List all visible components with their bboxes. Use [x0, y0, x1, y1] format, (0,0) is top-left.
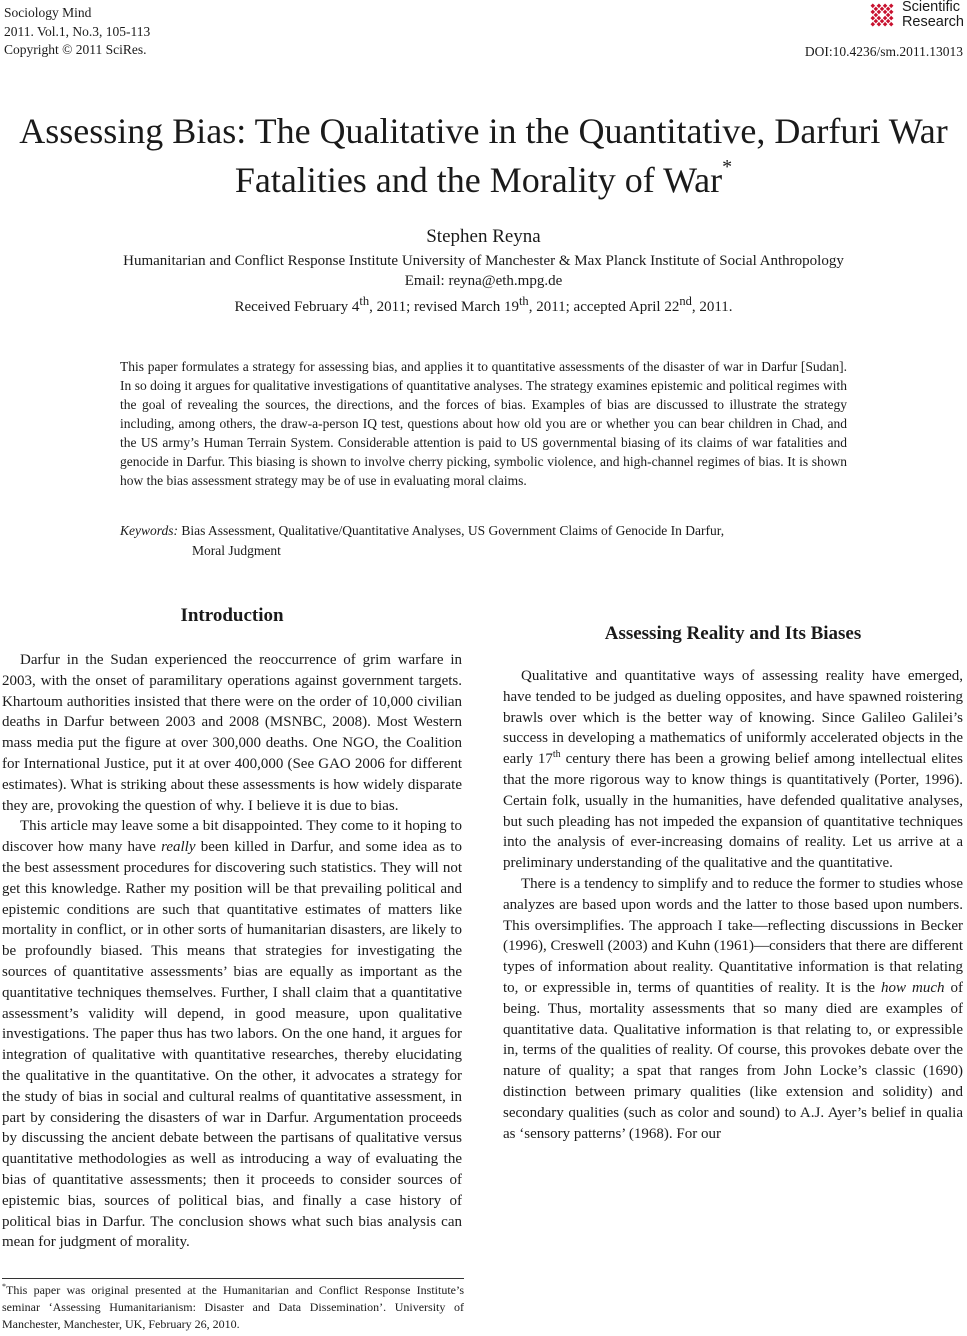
- keywords-line-1: Bias Assessment, Qualitative/Quantitative Analyses, US Government Claims of Genocide In Darfur,: [181, 523, 725, 538]
- logo-dot: [883, 4, 888, 9]
- logo-dot: [877, 10, 882, 15]
- abstract: This paper formulates a strategy for assessing bias, and applies it to quantitative assessments of the disaster of war in Darfur [Sudan]. In so doing it argues for qualitative investigations of quantitative analyses. The strategy examines epistemic and political regimes with the goal of revealing the sources, the directions, and the forces of bias. Examples of bias are discussed to illustrate the strategy including, among others, the draw-a-person IQ test, questions about how old you are or whether you can bear children in Chad, and the US army’s Human Terrain System. Considerable attention is paid to US governmental biasing of its claims of war fatalities and genocide in Darfur. This biasing is shown to involve cherry picking, symbolic violence, and high-channel regimes of bias. It is shown how the bias assessment strategy may be of use in evaluating moral claims.: [120, 359, 847, 488]
- logo-dot: [889, 22, 894, 27]
- assess-paragraph-1: Qualitative and quantitative ways of assessing reality have emerged, have tended to be judged as dueling opposites, and have spawned roistering brawls over which is the better way of knowing. Since Galileo Galilei’s success in developing a mathematics of uniformly accelerated objects in the early 17th century there has been a growing belief among intellectual elites that the more rigorous way to know things is quantitatively (Porter, 1996). Certain folk, usually in the humanities, have defended qualitative analyses, but such pleading has not impeded the expansion of quantitative techniques into the analysis of ever-increasing domains of reality. Let us arrive at a preliminary understanding of the qualitative and the quantitative.: [503, 668, 964, 872]
- logo-dot: [870, 10, 875, 15]
- publisher-logo: [866, 0, 964, 30]
- logo-dot: [883, 10, 888, 15]
- logo-dot: [870, 4, 875, 9]
- logo-dot: [889, 16, 894, 21]
- author-block: [110, 251, 857, 317]
- logo-dot: [889, 10, 894, 15]
- journal-name: Sociology Mind: [4, 5, 92, 20]
- paper-title: [0, 110, 967, 201]
- footnote: [2, 1278, 464, 1333]
- title-footnote-mark: *: [722, 156, 733, 178]
- title-line-2: Fatalities and the Morality of War: [234, 160, 723, 200]
- logo-dot: [877, 16, 882, 21]
- copyright-line: Copyright © 2011 SciRes.: [4, 42, 147, 57]
- doi: DOI:10.4236/sm.2011.13013: [804, 44, 963, 59]
- footnote-text: This paper was original presented at the Humanitarian and Conflict Response Institute’s seminar ‘Assessing Humanitarianism: Disaster and Data Dissemination’. University of Manchester, Manchester, UK, February 26, 2010.: [2, 1283, 464, 1331]
- logo-dot: [870, 22, 875, 27]
- affiliation: Humanitarian and Conflict Response Institute University of Manchester & Max Planck Institute of Social Anthropology: [123, 253, 844, 269]
- intro-paragraph-2: This article may leave some a bit disappointed. They come to it hoping to discover how many have really been killed in Darfur, and some idea as to the best assessment procedures for discovering such statistics. They will not get this knowledge. Rather my position will be that prevailing political and epistemic conditions are such that quantitative estimates of matters like mortality in conflict, or in other sorts of humanitarian disasters, are likely to be profoundly biased. This means that strategies for investigating the sources of quantitative assessments’ bias are equally as important as the quantitative techniques themselves. Further, I shall claim that a quantitative assessment’s validity will depend, in good measure, upon qualitative investigations. The paper thus has two labors. On the one hand, it argues for integration of qualitative with quantitative researches, thereby elucidating the qualitative in the quantitative. On the other, it advocates a strategy for the study of bias in social and cultural realms of quantitative assessment, in part by considering the disasters of war in Darfur. Argumentation proceeds by discussing the ancient debate between the partisans of qualitative versus quantitative methodologies as well as introducing a way of evaluating the bias of quantitative assessments; then it proceeds to consider sources of epistemic bias, sources of political bias, and finally a case history of political bias in Darfur. The conclusion shows what such bias analysis can mean for judgment of morality.: [2, 818, 463, 1251]
- intro-paragraph-1: Darfur in the Sudan experienced the reoccurrence of grim warfare in 2003, with the onset of paramilitary operations against government targets. Khartoum authorities insisted that there were on the order of 10,000 civilian deaths in Darfur between 2003 and 2008 (MSNBC, 2008). Most Western mass media put the figure at over 300,000 deaths. One NGO, the Coalition for International Justice, put it at over 400,000 (See GAO 2006 for different estimates). What is striking about these assessments is how widely disparate they are, provoking the question of why. I believe it is due to bias.: [2, 652, 462, 814]
- author-name: Stephen Reyna: [426, 226, 541, 247]
- title-line-1: Assessing Bias: The Qualitative in the Quantitative, Darfuri War: [19, 111, 948, 151]
- logo-dot: [886, 13, 891, 18]
- publisher-name-line2: Research: [901, 14, 964, 30]
- keywords: [120, 521, 847, 561]
- logo-dot: [883, 16, 888, 21]
- logo-dot: [874, 19, 879, 24]
- section-heading-assessing-reality: Assessing Reality and Its Biases: [604, 623, 862, 644]
- keywords-line-2: Moral Judgment: [192, 543, 281, 558]
- left-column: [2, 600, 462, 1253]
- logo-dot: [880, 19, 885, 24]
- right-column: [503, 600, 963, 1144]
- logo-dot: [880, 7, 885, 12]
- received-dates: Received February 4th, 2011; revised March 19th, 2011; accepted April 22nd, 2011.: [234, 294, 733, 315]
- publisher-name-line1: Scientific: [901, 0, 960, 15]
- footnote-mark: *: [2, 1282, 6, 1291]
- logo-dot: [877, 22, 882, 27]
- keywords-label: Keywords:: [120, 523, 178, 538]
- running-header: [4, 4, 150, 60]
- logo-dot: [886, 19, 891, 24]
- section-heading-introduction: Introduction: [180, 605, 284, 626]
- logo-dot: [886, 7, 891, 12]
- logo-dot: [874, 7, 879, 12]
- logo-dot: [883, 22, 888, 27]
- logo-dot: [889, 4, 894, 9]
- scientific-research-logo-icon: [866, 0, 898, 30]
- volume-info: 2011. Vol.1, No.3, 105-113: [4, 23, 151, 39]
- logo-dot: [877, 4, 882, 9]
- assess-paragraph-2: There is a tendency to simplify and to reduce the former to studies whose analyzes are based upon words and the latter to those based upon numbers. This oversimplifies. The approach I take—reflecting discussions in Becker (1996), Creswell (2003) and Kuhn (1961)—considers that there are different types of information about reality. Quantitative information is that relating to, or expressible in, terms of quantities of reality. It is the how much of being. Thus, mortality assessments that so many died are examples of quantitative data. Qualitative information is that relating to, or expressible in, terms of the qualities of reality. Of course, this provokes debate over the nature of quality; a spat that ranges from John Locke’s classic (1690) distinction between primary qualities (like extension and solidity) and secondary qualities (such as color and sound) to A.J. Ayer’s belief in qualia as ‘sensory patterns’ (1968). For our: [503, 875, 964, 1142]
- logo-dot: [874, 13, 879, 18]
- logo-dot: [870, 16, 875, 21]
- email: Email: reyna@eth.mpg.de: [404, 273, 563, 289]
